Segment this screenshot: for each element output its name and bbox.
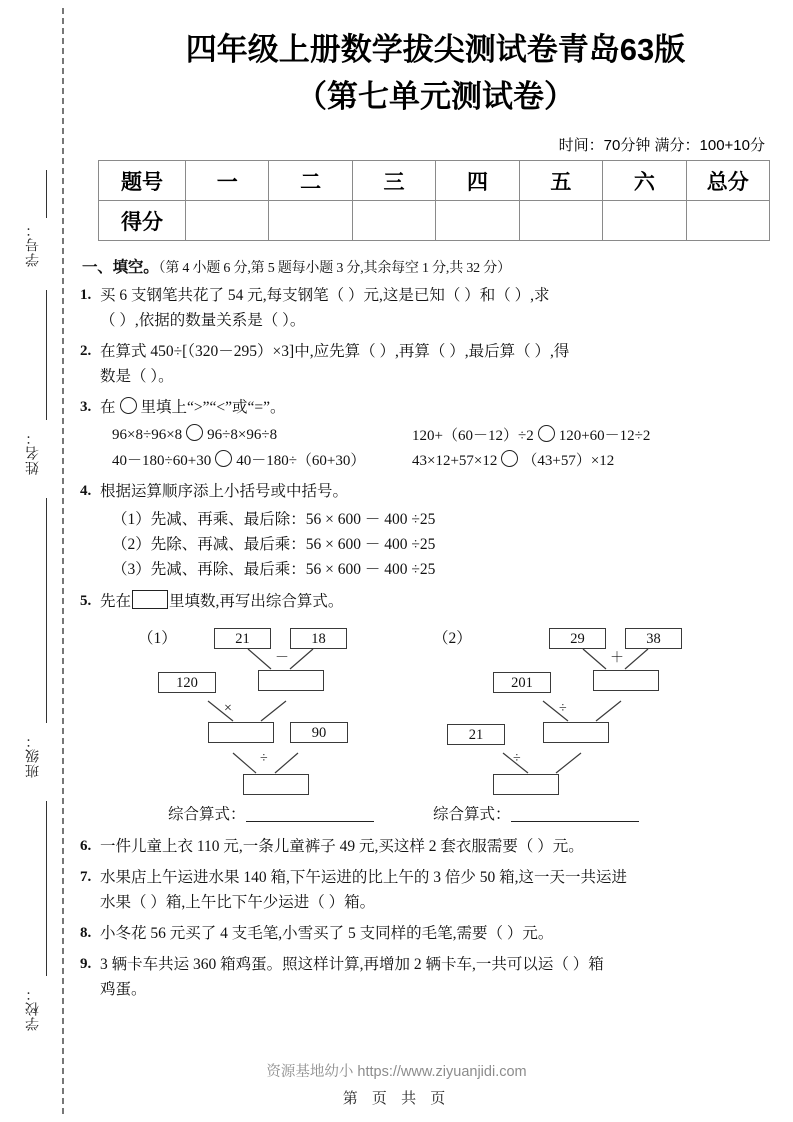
question-5-prompt-pre: 先在 xyxy=(100,593,132,610)
formula-answer-line-1[interactable] xyxy=(246,806,374,822)
comparison-2 xyxy=(412,424,742,445)
score-cell-5[interactable] xyxy=(519,201,602,241)
question-4-number: 4. xyxy=(80,483,92,499)
margin-rule xyxy=(46,801,47,976)
comparison-1-right: 96÷8×96÷8 xyxy=(207,427,278,443)
margin-label-name: 姓名： xyxy=(24,430,40,475)
question-5-diagrams xyxy=(78,620,793,766)
score-table-col-1: 一 xyxy=(186,161,269,201)
flow-1-blank-node-1[interactable] xyxy=(258,670,324,691)
question-6-number: 6. xyxy=(80,838,92,854)
score-cell-1[interactable] xyxy=(186,201,269,241)
flow-1-blank-node-2[interactable] xyxy=(208,722,274,743)
score-cell-total[interactable] xyxy=(686,201,769,241)
square-blank-icon[interactable] xyxy=(132,590,168,609)
page-title xyxy=(78,0,793,120)
question-1-line-1: 买 6 支钢笔共花了 54 元,每支钢笔（ ）元,这是已知（ ）和（ ）,求 xyxy=(100,287,550,304)
flow-2-op-divide-1: ÷ xyxy=(559,701,567,716)
score-cell-6[interactable] xyxy=(603,201,686,241)
comparison-row-1 xyxy=(112,424,793,445)
title-line-1: 四年级上册数学拔尖测试卷青岛63版 xyxy=(185,32,686,67)
flow-1-node-18: 18 xyxy=(290,628,347,649)
watermark-text: 资源基地幼小 https://www.ziyuanjidi.com xyxy=(266,1064,527,1080)
question-3-prompt-pre: 在 xyxy=(100,399,116,416)
comparison-row-2 xyxy=(112,449,793,470)
comparison-2-right: 120+60－12÷2 xyxy=(558,428,651,444)
question-5-number: 5. xyxy=(80,593,92,609)
question-7-number: 7. xyxy=(80,869,92,885)
flow-2-op-divide-2: ÷ xyxy=(513,751,521,766)
score-table-col-total: 总分 xyxy=(686,161,769,201)
flow-2-blank-node-3[interactable] xyxy=(493,774,559,795)
flow-1-op-divide: ÷ xyxy=(260,751,268,766)
question-5-prompt xyxy=(100,589,793,614)
title-line-2: （第七单元测试卷） xyxy=(296,79,575,114)
question-8 xyxy=(80,921,793,946)
question-4-item-1: （1）先减、再乘、最后除：56 × 600 － 400 ÷25 xyxy=(112,511,436,528)
flow-2-node-201: 201 xyxy=(493,672,551,693)
question-3-prompt xyxy=(100,395,793,420)
score-cell-2[interactable] xyxy=(269,201,352,241)
question-9-line-1: 3 辆卡车共运 360 箱鸡蛋。照这样计算,再增加 2 辆卡车,一共可以运（ ）箱 xyxy=(100,956,604,973)
margin-label-school: 学校： xyxy=(24,986,40,1031)
fold-dashed-line xyxy=(62,8,64,1114)
question-7-line-1: 水果店上午运进水果 140 箱,下午运进的比上午的 3 倍少 50 箱,这一天一共运进 xyxy=(100,869,628,886)
score-cell-4[interactable] xyxy=(436,201,519,241)
flow-2-node-38: 38 xyxy=(625,628,682,649)
comparison-1 xyxy=(112,424,412,445)
exam-info: 时间：70分钟 满分：100+10分 xyxy=(558,137,765,154)
comparison-4-right: （43+57）×12 xyxy=(522,453,615,469)
question-4-item-3: （3）先减、再除、最后乘：56 × 600 － 400 ÷25 xyxy=(112,561,436,578)
formula-label-2 xyxy=(433,802,639,824)
comparison-4 xyxy=(412,449,742,470)
question-1-number: 1. xyxy=(80,287,92,303)
circle-blank-icon[interactable] xyxy=(186,424,203,441)
flow-2-blank-node-2[interactable] xyxy=(543,722,609,743)
question-3-prompt-post: 里填上“>”“<”或“=”。 xyxy=(140,399,286,416)
question-5-formula-row xyxy=(78,802,793,828)
margin-rule xyxy=(46,498,47,723)
section-heading-note: （第 4 小题 6 分,第 5 题每小题 3 分,其余每空 1 分,共 32 分） xyxy=(158,261,511,276)
flow-1-node-120: 120 xyxy=(158,672,216,693)
flow-2-node-29: 29 xyxy=(549,628,606,649)
left-margin-strip xyxy=(0,0,78,1122)
comparison-2-left: 120+（60－12）÷2 xyxy=(412,428,534,444)
comparison-1-left: 96×8÷96×8 xyxy=(112,427,183,443)
question-1 xyxy=(80,283,793,333)
flow-2-blank-node-1[interactable] xyxy=(593,670,659,691)
table-row-scores xyxy=(99,201,770,241)
formula-label-1 xyxy=(168,802,374,824)
question-3-number: 3. xyxy=(80,399,92,415)
section-heading-fill-in-blanks xyxy=(82,255,793,277)
flow-diagram-2-label: （2） xyxy=(433,630,472,647)
question-8-number: 8. xyxy=(80,925,92,941)
flow-1-op-minus: － xyxy=(275,651,289,666)
question-2-number: 2. xyxy=(80,343,92,359)
question-1-line-2: （ ）,依据的数量关系是（ ）。 xyxy=(100,312,306,329)
score-table-col-5: 五 xyxy=(519,161,602,201)
flow-2-op-plus: ＋ xyxy=(610,651,624,666)
margin-label-student-id: 学号： xyxy=(24,222,40,267)
question-8-line-1: 小冬花 56 元买了 4 支毛笔,小雪买了 5 支同样的毛笔,需要（ ）元。 xyxy=(100,925,554,942)
score-table-row-header-question: 题号 xyxy=(99,161,186,201)
question-3 xyxy=(80,395,793,420)
flow-diagram-2 xyxy=(433,620,753,766)
margin-rule xyxy=(46,170,47,218)
circle-blank-icon[interactable] xyxy=(120,397,137,414)
formula-answer-line-2[interactable] xyxy=(511,806,639,822)
table-row-question-numbers xyxy=(99,161,770,201)
comparison-4-left: 43×12+57×12 xyxy=(412,453,498,469)
flow-diagram-1 xyxy=(138,620,438,766)
page-number-label: 第 页 共 页 xyxy=(342,1090,451,1107)
comparison-3-left: 40－180÷60+30 xyxy=(112,453,212,469)
comparison-3-right: 40－180÷（60+30） xyxy=(236,453,366,469)
question-6-line-1: 一件儿童上衣 110 元,一条儿童裤子 49 元,买这样 2 套衣服需要（ ）元。 xyxy=(100,838,584,855)
flow-1-op-times: × xyxy=(224,701,232,716)
question-2-line-1: 在算式 450÷[（320－295）×3]中,应先算（ ）,再算（ ）,最后算（ ）,得 xyxy=(100,343,570,360)
margin-rule xyxy=(46,290,47,420)
score-table-col-6: 六 xyxy=(603,161,686,201)
question-7-line-2: 水果（ ）箱,上午比下午少运进（ ）箱。 xyxy=(100,894,376,911)
score-table-row-header-score: 得分 xyxy=(99,201,186,241)
formula-label-2-text: 综合算式： xyxy=(433,806,511,823)
question-4 xyxy=(80,479,793,504)
score-table-col-3: 三 xyxy=(352,161,435,201)
flow-diagram-1-label: （1） xyxy=(138,630,177,647)
comparison-3 xyxy=(112,449,412,470)
exam-page xyxy=(78,0,793,1122)
flow-1-blank-node-3[interactable] xyxy=(243,774,309,795)
circle-blank-icon[interactable] xyxy=(538,425,555,442)
page-footer xyxy=(0,1060,793,1108)
question-2 xyxy=(80,339,793,389)
score-table xyxy=(98,160,770,241)
score-cell-3[interactable] xyxy=(352,201,435,241)
question-5 xyxy=(80,589,793,614)
formula-label-1-text: 综合算式： xyxy=(168,806,246,823)
question-5-prompt-post: 里填数,再写出综合算式。 xyxy=(169,593,344,610)
score-table-col-2: 二 xyxy=(269,161,352,201)
question-9-number: 9. xyxy=(80,956,92,972)
margin-label-class: 班级： xyxy=(24,733,40,778)
question-6 xyxy=(80,834,793,859)
circle-blank-icon[interactable] xyxy=(215,450,232,467)
question-4-item-2: （2）先除、再减、最后乘：56 × 600 － 400 ÷25 xyxy=(112,536,436,553)
question-2-line-2: 数是（ ）。 xyxy=(100,368,174,385)
section-heading-text: 一、填空。 xyxy=(82,259,159,276)
question-7 xyxy=(80,865,793,915)
question-9-line-2: 鸡蛋。 xyxy=(100,981,147,998)
question-9 xyxy=(80,952,793,1002)
question-4-prompt: 根据运算顺序添上小括号或中括号。 xyxy=(100,483,349,500)
flow-1-node-90: 90 xyxy=(290,722,348,743)
score-table-col-4: 四 xyxy=(436,161,519,201)
flow-2-node-21: 21 xyxy=(447,724,505,745)
circle-blank-icon[interactable] xyxy=(501,450,518,467)
flow-1-node-21: 21 xyxy=(214,628,271,649)
